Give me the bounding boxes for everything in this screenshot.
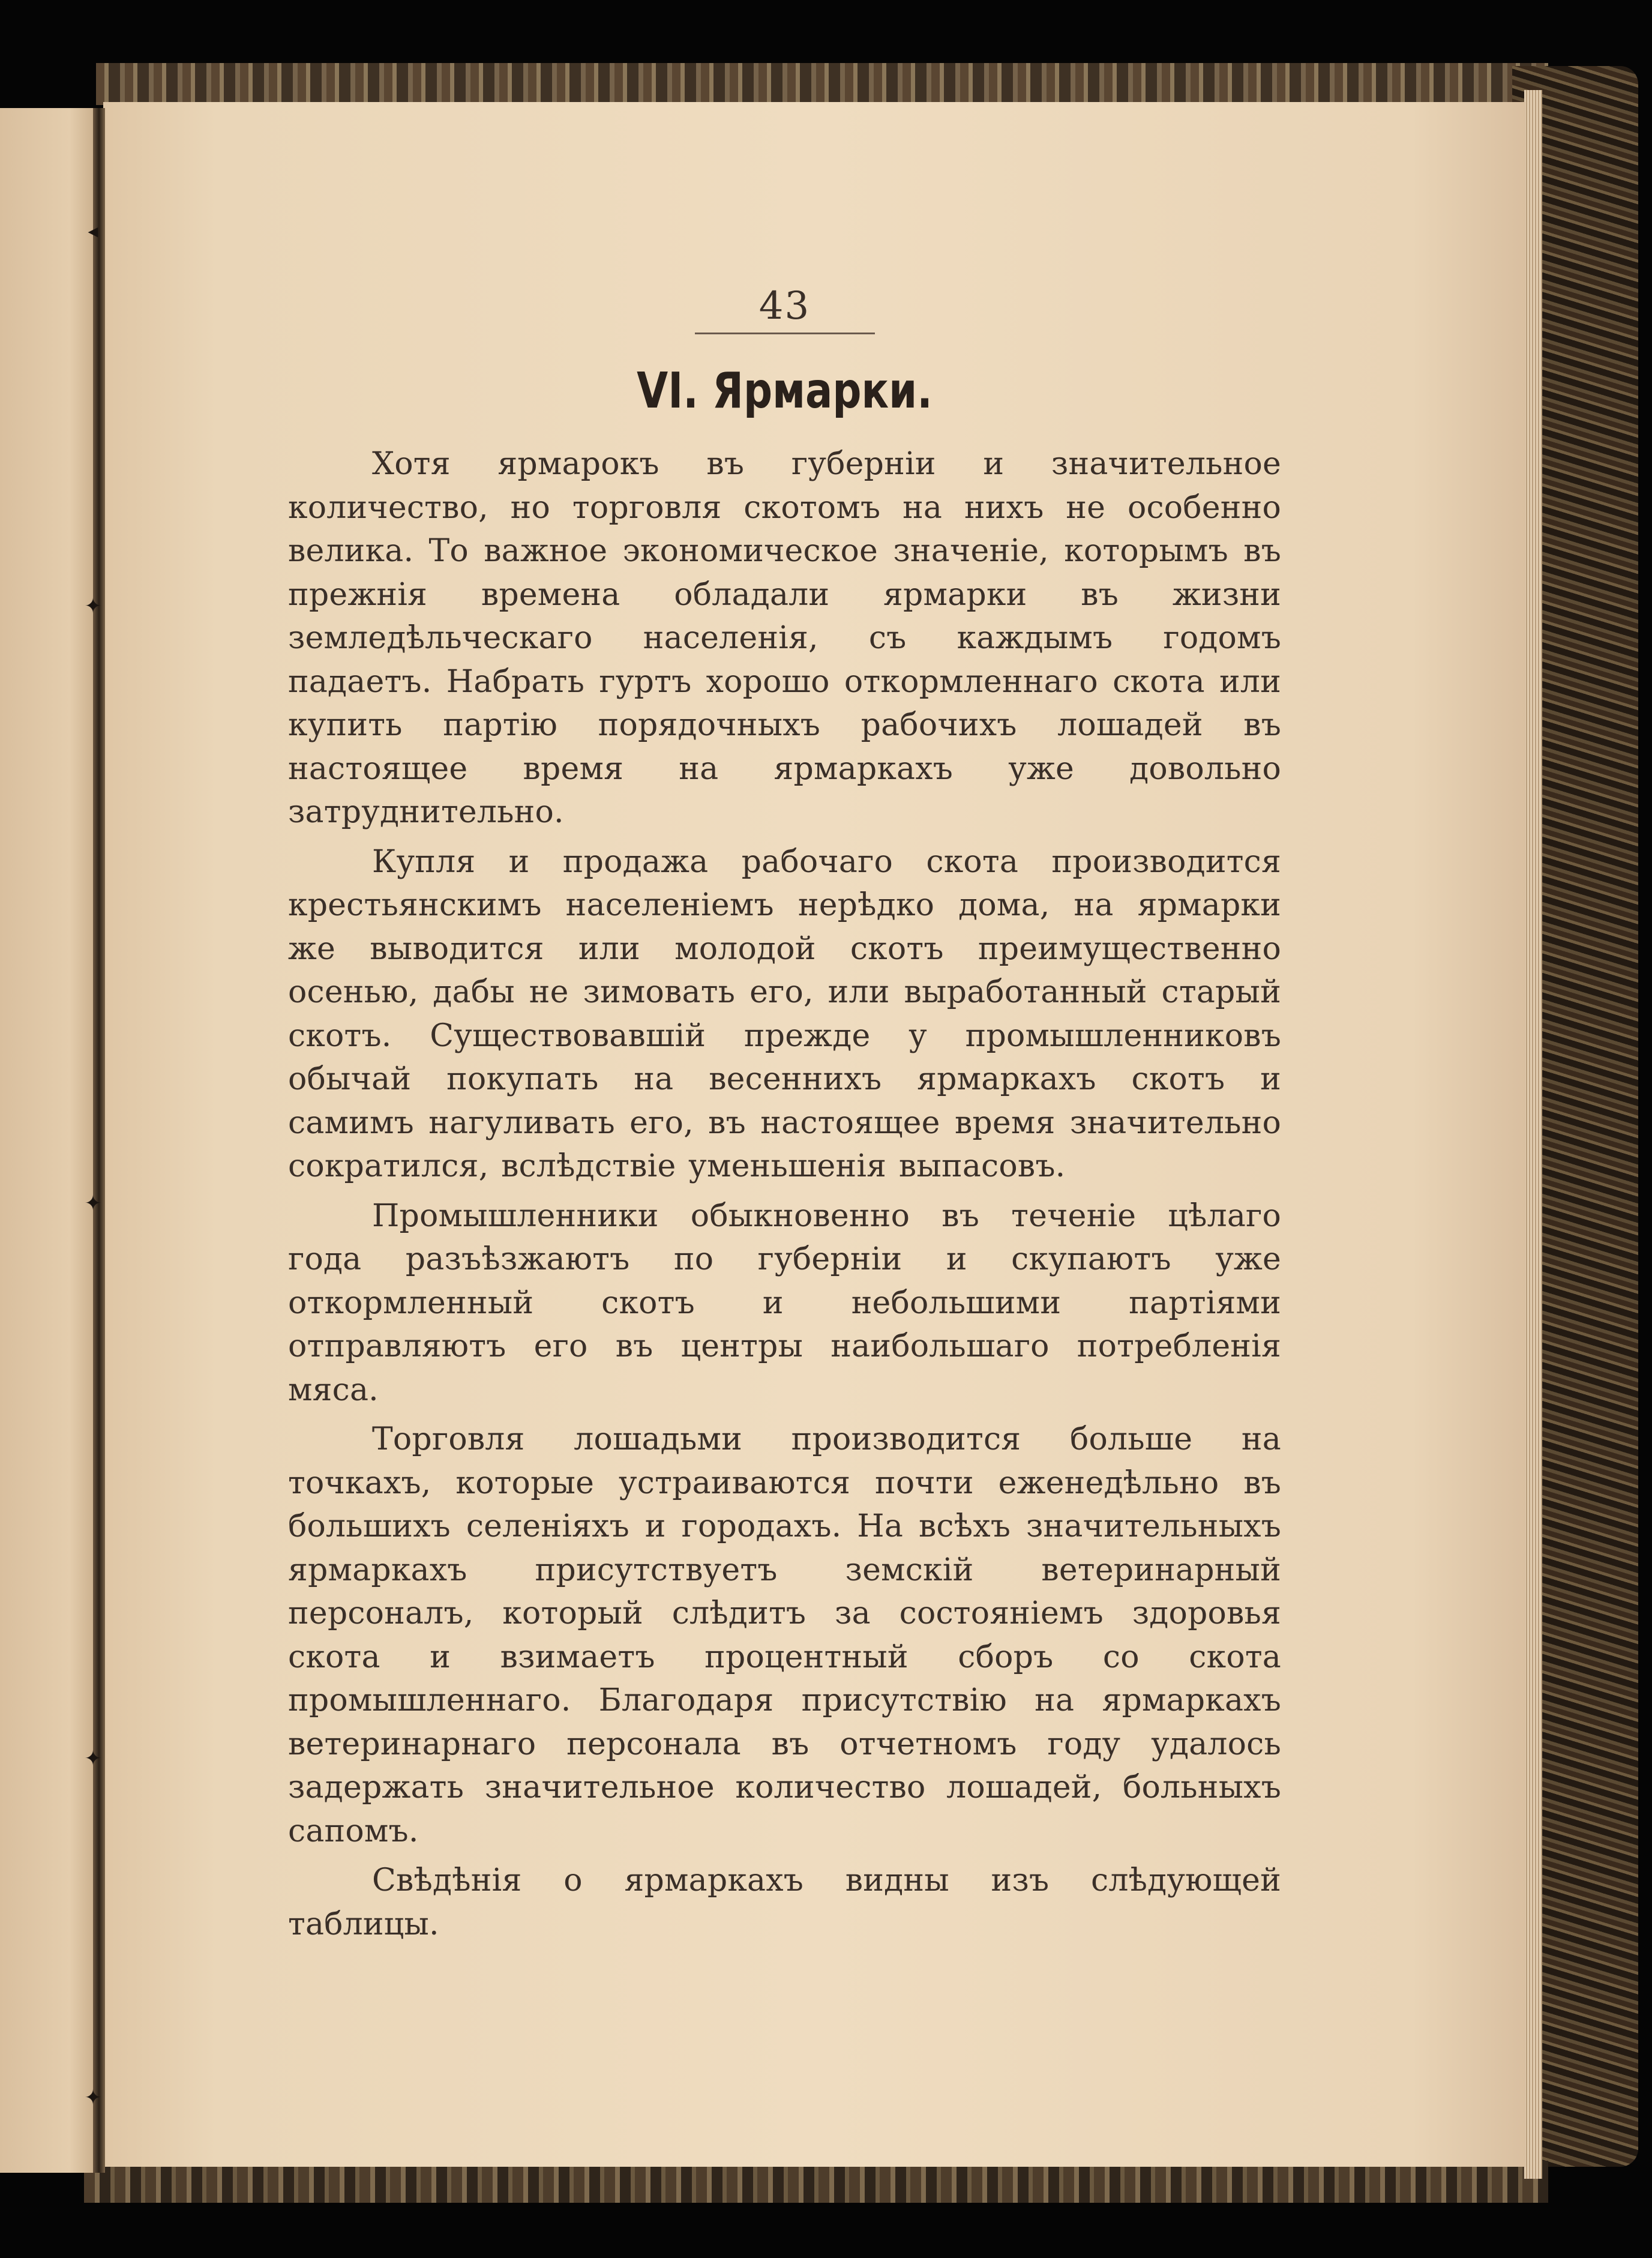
previous-page-sliver bbox=[0, 108, 99, 2173]
binding-thread-mark: ◂ bbox=[88, 219, 98, 243]
book-bottom-edge bbox=[84, 2161, 1548, 2203]
paragraph: Промышленники обыкновенно въ теченіе цѣлаго года разъѣзжаютъ по губерніи и скупаютъ уже откормленный скотъ и небольшими партіями отправляютъ его въ центры наибольшаго потребленія мяса. bbox=[288, 1197, 1281, 1408]
page-number: 43 bbox=[695, 282, 875, 334]
paragraph: Торговля лошадьми производится больше на точкахъ, которые устраиваются почти еженедѣльно въ большихъ селеніяхъ и городахъ. На всѣхъ значительныхъ ярмаркахъ присутствуетъ земскій ветеринарный персоналъ, который слѣдитъ за состояніемъ здоровья скота и взимаетъ процентный сборъ со скота промышленнаго. Благодаря присутствію на ярмаркахъ ветеринарнаго персонала въ отчетномъ году удалось задержать значительное количество лошадей, больныхъ сапомъ. bbox=[288, 1421, 1281, 1849]
chapter-title: VI. Ярмарки. bbox=[637, 363, 933, 420]
binding-thread-mark: ✦ bbox=[84, 1747, 102, 1771]
paragraph: Свѣдѣнія о ярмаркахъ видны изъ слѣдующей таблицы. bbox=[288, 1862, 1281, 1942]
binding-thread-mark: ✦ bbox=[84, 2086, 102, 2110]
binding-thread-mark: ✦ bbox=[84, 1191, 102, 1215]
page-stack-edge bbox=[1524, 90, 1542, 2179]
paragraph: Купля и продажа рабочаго скота производится крестьянскимъ населеніемъ нерѣдко дома, на ярмарки же выводится или молодой скотъ преимущественно осенью, дабы не зимовать его, или выработанный старый скотъ. Существовавшій прежде у промышленниковъ обычай покупать на весеннихъ ярмаркахъ скотъ и самимъ нагуливать его, въ настоящее время значительно сократился, вслѣдствіе уменьшенія выпасовъ. bbox=[288, 843, 1281, 1184]
book-gutter bbox=[93, 108, 105, 2173]
binding-thread-mark: ✦ bbox=[84, 594, 102, 618]
book-top-edge bbox=[96, 63, 1548, 105]
paragraph: Хотя ярмарокъ въ губерніи и значительное количество, но торговля скотомъ на нихъ не особенно велика. То важное экономическое значеніе, которымъ въ прежнія времена обладали ярмарки въ жизни земледѣльческаго населенія, съ каждымъ годомъ падаетъ. Набрать гуртъ хорошо откормленнаго скота или купить партію порядочныхъ рабочихъ лошадей въ настоящее время на ярмаркахъ уже довольно затруднительно. bbox=[288, 446, 1281, 830]
page-text-block bbox=[288, 282, 1281, 1946]
